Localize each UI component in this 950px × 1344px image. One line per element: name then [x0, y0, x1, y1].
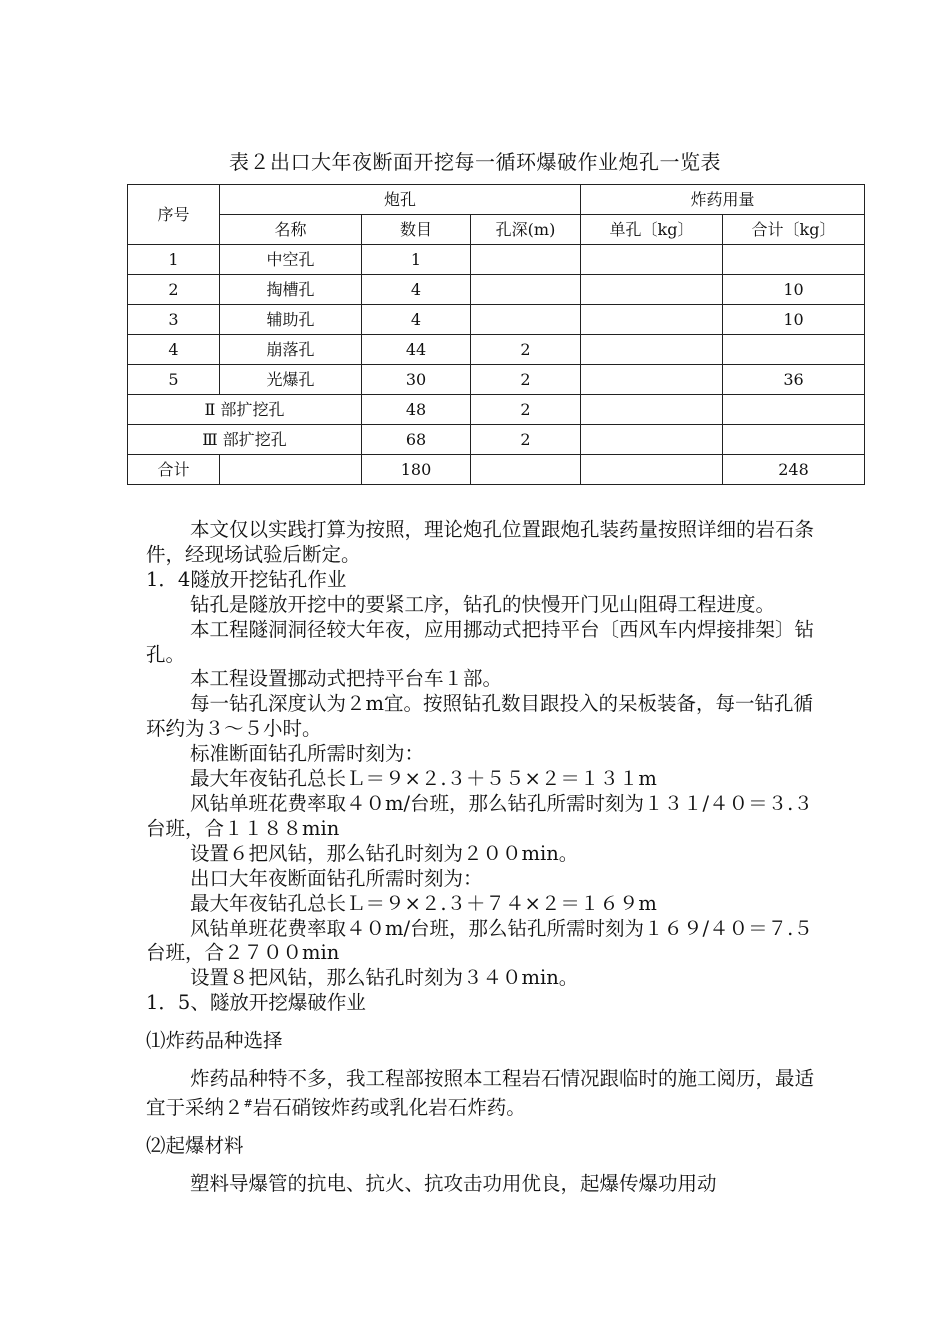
cell-seq: 3 [128, 305, 220, 335]
cell-single [581, 365, 723, 395]
table-row [128, 245, 865, 275]
cell-total [723, 425, 865, 455]
cell-depth: 2 [471, 365, 581, 395]
cell-depth: 2 [471, 425, 581, 455]
cell-sum-label: 合计 [128, 455, 220, 485]
table-row [128, 335, 865, 365]
paragraph-part: 岩石硝铵炸药或乳化岩石炸药。 [252, 1095, 526, 1119]
cell-total: 10 [723, 305, 865, 335]
table-header-row-1 [128, 185, 865, 215]
paragraph: 设置６把风钻，那么钻孔时刻为２００min。 [190, 841, 579, 865]
cell-depth [471, 245, 581, 275]
cell-merged-label: Ⅲ 部扩挖孔 [128, 425, 362, 455]
cell-single [581, 425, 723, 455]
header-depth: 孔深(m) [471, 215, 581, 245]
header-single: 单孔〔kg〕 [581, 215, 723, 245]
header-group-explosive: 炸药用量 [581, 185, 865, 215]
paragraph: 塑料导爆管的抗电、抗火、抗攻击功用优良，起爆传爆功用动 [190, 1171, 717, 1195]
cell-merged-label: Ⅱ 部扩挖孔 [128, 395, 362, 425]
cell-single [581, 305, 723, 335]
paragraph: 钻孔是隧放开挖中的要紧工序，钻孔的快慢开门见山阻碍工程进度。 [190, 592, 776, 616]
header-seq: 序号 [128, 185, 220, 245]
table-header-row-2 [128, 215, 865, 245]
cell-depth: 2 [471, 395, 581, 425]
cell-count: 1 [362, 245, 471, 275]
section-heading: 1．4隧放开挖钻孔作业 [146, 567, 347, 591]
paragraph: 最大年夜钻孔总长Ｌ＝９×２.３＋５５×２＝１３１m [190, 767, 657, 791]
section-heading: 1．5、隧放开挖爆破作业 [146, 991, 366, 1015]
blast-holes-table [127, 184, 865, 485]
subsection-heading: ⑵起爆材料 [146, 1133, 244, 1157]
cell-total: 36 [723, 365, 865, 395]
paragraph: 设置８把风钻，那么钻孔时刻为３４０min。 [190, 966, 579, 990]
cell-count: 4 [362, 305, 471, 335]
paragraph: 本文仅以实践打算为按照，理论炮孔位置跟炮孔装药量按照详细的岩石条件，经现场试验后断定。 [146, 518, 815, 566]
cell-count: 4 [362, 275, 471, 305]
cell-total: 10 [723, 275, 865, 305]
table-row [128, 365, 865, 395]
cell-name: 中空孔 [220, 245, 362, 275]
subsection-heading: ⑴炸药品种选择 [146, 1029, 283, 1053]
cell-count: 30 [362, 365, 471, 395]
cell-seq: 1 [128, 245, 220, 275]
table-sum-row [128, 455, 865, 485]
header-total: 合计〔kg〕 [723, 215, 865, 245]
cell-seq: 2 [128, 275, 220, 305]
cell-count: 68 [362, 425, 471, 455]
cell-total [723, 335, 865, 365]
cell-seq: 4 [128, 335, 220, 365]
cell-count: 48 [362, 395, 471, 425]
cell-depth [471, 455, 581, 485]
paragraph-part: 炸药品种特不多，我工程部按照本工程岩石情况跟临时的施工阅历，最适宜于采纳２ [146, 1067, 815, 1119]
cell-single [581, 275, 723, 305]
cell-total [723, 395, 865, 425]
paragraph: 风钻单班花费率取４０m/台班，那么钻孔所需时刻为１３１/４０＝３.３台班，合１１８８min [146, 791, 813, 840]
cell-count: 44 [362, 335, 471, 365]
cell-single [581, 455, 723, 485]
cell-count: 180 [362, 455, 471, 485]
cell-name [220, 455, 362, 485]
paragraph: 最大年夜钻孔总长Ｌ＝９×２.３＋７４×２＝１６９m [190, 891, 657, 915]
cell-name: 光爆孔 [220, 365, 362, 395]
cell-total [723, 245, 865, 275]
cell-depth [471, 305, 581, 335]
cell-name: 掏槽孔 [220, 275, 362, 305]
paragraph: 每一钻孔深度认为２m宜。按照钻孔数目跟投入的呆板装备，每一钻孔循环约为３～５小时。 [146, 692, 813, 741]
cell-depth [471, 275, 581, 305]
table-row [128, 275, 865, 305]
cell-single [581, 395, 723, 425]
table-row [128, 395, 865, 425]
header-count: 数目 [362, 215, 471, 245]
paragraph: 本工程设置挪动式把持平台车１部。 [190, 667, 503, 691]
table-row [128, 305, 865, 335]
paragraph: 风钻单班花费率取４０m/台班，那么钻孔所需时刻为１６９/４０＝７.５台班，合２７００min [146, 916, 813, 965]
paragraph [146, 1067, 814, 1121]
cell-name: 辅助孔 [220, 305, 362, 335]
cell-seq: 5 [128, 365, 220, 395]
header-group-holes: 炮孔 [220, 185, 581, 215]
paragraph: 标准断面钻孔所需时刻为： [190, 742, 425, 766]
body-text [146, 518, 814, 1197]
cell-name: 崩落孔 [220, 335, 362, 365]
cell-single [581, 335, 723, 365]
cell-depth: 2 [471, 335, 581, 365]
paragraph: 本工程隧洞洞径较大年夜，应用挪动式把持平台〔西风车内焊接排架〕钻孔。 [146, 617, 815, 666]
cell-single [581, 245, 723, 275]
paragraph: 出口大年夜断面钻孔所需时刻为： [190, 866, 483, 890]
table-row [128, 425, 865, 455]
header-name: 名称 [220, 215, 362, 245]
table-title: 表２出口大年夜断面开挖每一循环爆破作业炮孔一览表 [229, 150, 721, 174]
cell-total: 248 [723, 455, 865, 485]
superscript-mark: # [243, 1096, 253, 1110]
